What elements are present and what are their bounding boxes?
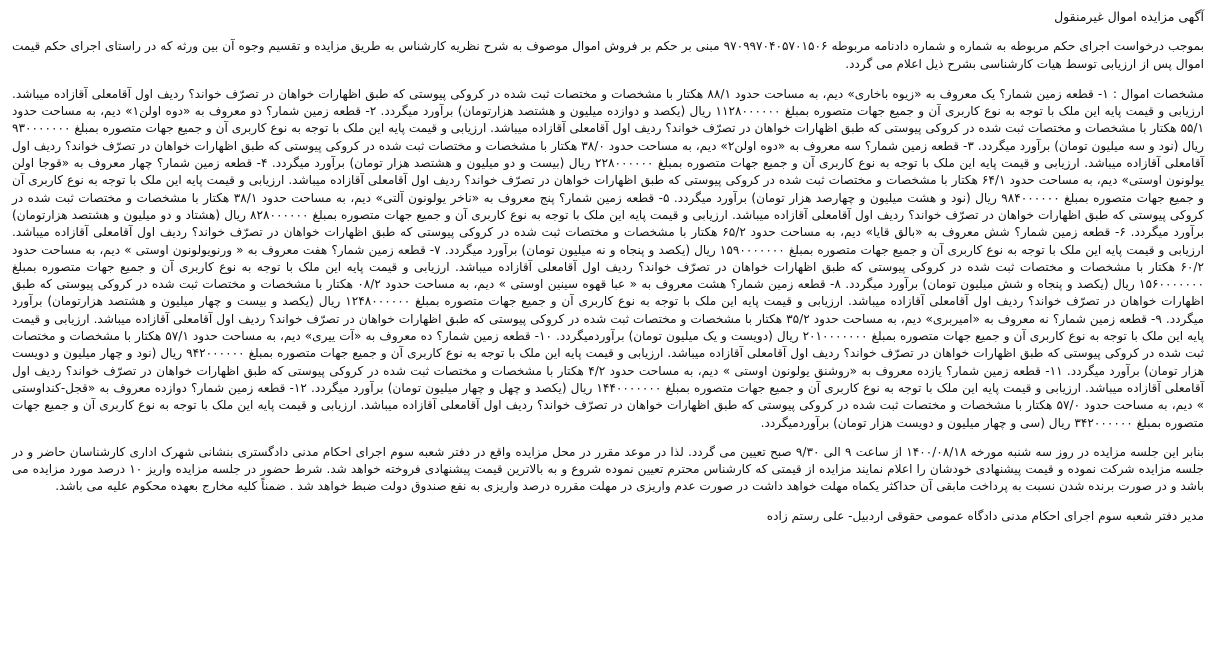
notice-title: آگهی مزایده اموال غیرمنقول [1054,9,1204,24]
signature-line: مدیر دفتر شعبه سوم اجرای احکام مدنی دادگاه عمومی حقوقی اردبیل- علی رستم زاده [766,508,1204,523]
property-specifications-paragraph: مشخصات اموال : ۱- قطعه زمین شمار؟ یک معروف به «زیوه باخاری» دیم، به مساحت حدود ۸۸/۱ هکتار با مشخصات و مختصات ثبت شده در کروکی پیوستی که طبق اظهارات خواهان در تصرّف خواند؟ ردیف اول آقامعلی آقازاده میباشد. ارزیابی و قیمت پایه این ملک با توجه به نوع کاربری آن و جمیع جهات متصوره بمبلغ ۱۱۲۸۰۰۰۰۰۰ ریال (یکصد و دوازده میلیون و هشتصد هزارتومان) برآورد میگردد. ۲- قطعه زمین شمار؟ دو معروف به «دوه اولن۱» دیم، به مساحت حدود ۵۵/۱ هکتار با مشخصات و مختصات ثبت شده در کروکی پیوستی که طبق اظهارات خواهان در تصرّف خواند؟ ردیف اول آقامعلی آقازاده میباشد. ارزیابی و قیمت پایه این ملک با توجه به نوع کاربری آن و جمیع جهات متصوره بمبلغ ۹۳۰۰۰۰۰۰۰ ریال (نود و سه میلیون تومان) برآورد میگردد. ۳- قطعه زمین شمار؟ سه معروف به «دوه اولن۲» دیم، به مساحت حدود ۳۸/۰ هکتار با مشخصات و مختصات ثبت شده در کروکی پیوستی که طبق اظهارات خواهان در تصرّف خواند؟ ردیف اول آقامعلی آقازاده میباشد. ارزیابی و قیمت پایه این ملک با توجه به نوع کاربری آن و جمیع جهات متصوره بمبلغ ۲۲۸۰۰۰۰۰۰ ریال (بیست و دو میلیون و هشتصد هزار تومان) برآورد میگردد. ۴- قطعه زمین شمار؟ چهار معروف به «قوجا اولن یولونون اوستی» دیم، به مساحت حدود ۶۴/۱ هکتار با مشخصات و مختصات ثبت شده در کروکی پیوستی که طبق اظهارات خواهان در تصرّف خواند؟ ردیف اول آقامعلی آقازاده میباشد. ارزیابی و قیمت پایه این ملک با توجه به نوع کاربری آن و جمیع جهات متصوره بمبلغ ۹۸۴۰۰۰۰۰۰ ریال (نود و هشت میلیون و چهارصد هزار تومان) برآورد میگردد. ۵- قطعه زمین شمار؟ پنج معروف به «ناخر یولونون آلتی» دیم، به مساحت حدود ۳۸/۱ هکتار با مشخصات و مختصات ثبت شده در کروکی پیوستی که طبق اظهارات خواهان در تصرّف خواند؟ ردیف اول آقامعلی آقازاده میباشد. ارزیابی و قیمت پایه این ملک با توجه به نوع کاربری آن و جمیع جهات متصوره بمبلغ ۸۲۸۰۰۰۰۰۰ ریال (هشتاد و دو میلیون و هشتصد هزارتومان) برآورد میگردد. ۶- قطعه زمین شمار؟ شش معروف به «بالق قایا» دیم، به مساحت حدود ۶۵/۲ هکتار با مشخصات و مختصات ثبت شده در کروکی پیوستی که طبق اظهارات خواهان در تصرّف خواند؟ ردیف اول آقامعلی آقازاده میباشد. ارزیابی و قیمت پایه این ملک با توجه به نوع کاربری آن و جمیع جهات متصوره بمبلغ ۱۵۹۰۰۰۰۰۰۰ ریال (یکصد و پنجاه و نه میلیون تومان) برآورد میگردد. ۷- قطعه زمین شمار؟ هفت معروف به « ورنویولونون اوستی » دیم، به مساحت حدود ۶۰/۲ هکتار با مشخصات و مختصات ثبت شده در کروکی پیوستی که طبق اظهارات خواهان در تصرّف خواند؟ ردیف اول آقامعلی آقازاده میباشد. ارزیابی و قیمت پایه این ملک با توجه به نوع کاربری آن و جمیع جهات متصوره بمبلغ ۱۵۶۰۰۰۰۰۰۰ ریال (یکصد و پنجاه و شش میلیون تومان) برآورد میگردد. ۸- قطعه زمین شمار؟ هشت معروف به « عبا قهوه سینین اوستی » دیم، به مساحت حدود ۰۸/۲ هکتار با مشخصات و مختصات ثبت شده در کروکی پیوستی که طبق اظهارات خواهان در تصرّف خواند؟ ردیف اول آقامعلی آقازاده میباشد. ارزیابی و قیمت پایه این ملک با توجه به نوع کاربری آن و جمیع جهات متصوره بمبلغ ۱۲۴۸۰۰۰۰۰۰ ریال (یکصد و بیست و چهار میلیون و هشتصد هزارتومان) برآورد میگردد. ۹- قطعه زمین شمار؟ نه معروف به «امیربری» دیم، به مساحت حدود ۳۵/۲ هکتار با مشخصات و مختصات ثبت شده در کروکی پیوستی که طبق اظهارات خواهان در تصرّف خواند؟ ردیف اول آقامعلی آقازاده میباشد. ارزیابی و قیمت پایه این ملک با توجه به نوع کاربری آن و جمیع جهات متصوره بمبلغ ۲۰۱۰۰۰۰۰۰۰ ریال (دویست و یک میلیون تومان) برآوردمیگردد. ۱۰- قطعه زمین شمار؟ ده معروف به «آت ییری» دیم، به مساحت حدود ۵۷/۱ هکتار با مشخصات و مختصات ثبت شده در کروکی پیوستی که طبق اظهارات خواهان در تصرّف خواند؟ ردیف اول آقامعلی آقازاده میباشد. ارزیابی و قیمت پایه این ملک با توجه به نوع کاربری آن و جمیع جهات متصوره بمبلغ ۹۴۲۰۰۰۰۰۰ ریال (نود و چهار میلیون و دویست هزار تومان) برآورد میگردد. ۱۱- قطعه زمین شمار؟ یازده معروف به «روشنق یولونون اوستی » دیم، به مساحت حدود ۴/۲ هکتار با مشخصات و مختصات ثبت شده در کروکی پیوستی که طبق اظهارات خواهان در تصرّف خواند؟ ردیف اول آقامعلی آقازاده میباشد. ارزیابی و قیمت پایه این ملک با توجه به نوع کاربری آن و جمیع جهات متصوره بمبلغ ۱۴۴۰۰۰۰۰۰۰ ریال (یکصد و چهل و چهار میلیون تومان) برآورد میگردد. ۱۲- قطعه زمین شمار؟ دوازده معروف به «قجل-کنداوستی » دیم، به مساحت حدود ۵۷/۰ هکتار با مشخصات و مختصات ثبت شده در کروکی پیوستی که طبق اظهارات خواهان در تصرّف خواند؟ ردیف اول آقامعلی آقازاده میباشد. ارزیابی و قیمت پایه این ملک با توجه به نوع کاربری آن و جمیع جهات متصوره بمبلغ ۳۴۲۰۰۰۰۰۰ ریال (سی و چهار میلیون و دویست هزار تومان) برآوردمیگردد. [12,86,1205,430]
auction-terms-paragraph: بنابر این جلسه مزایده در روز سه شنبه مورخه ۱۴۰۰/۰۸/۱۸ از ساعت ۹ الی ۹/۳۰ صبح تعیین می گردد. لذا در موعد مقرر در محل مزایده واقع در دفتر شعبه سوم اجرای احکام مدنی دادگستری بنشانی شهرک اداری کارشناسان حاضر و در جلسه مزایده شرکت نموده و قیمت پیشنهادی خودشان را اعلام نمایند مزایده از قیمتی که کارشناس محترم تعیین نموده شروع و به بالاترین قیمت پیشنهادی فروخته خواهد شد. شرط حضور در جلسه مزایده واریز ۱۰ درصد مورد مزایده می باشد و در صورت برنده شدن نسبت به پرداخت مابقی آن حداکثر یکماه مهلت خواهد داشت در صورت عدم واریزی در مهلت مقرره درصد واریزی به نفع صندوق دولت ضبط خواهد شد . ضمناً کلیه مخارج بعهده محکوم علیه می باشد. [12,444,1204,494]
intro-paragraph: بموجب درخواست اجرای حکم مربوطه به شماره و شماره دادنامه مربوطه ۹۷۰۹۹۷۰۴۰۵۷۰۱۵۰۶ مبنی بر حکم بر فروش اموال موصوف به شرح نظریه کارشناس به طریق مزایده و تقسیم وجوه آن بین ورثه که در راستای اجرای حکم قیمت اموال پس از ارزیابی توسط هیات کارشناسی بشرح ذیل اعلام می گردد. [12,39,1204,71]
